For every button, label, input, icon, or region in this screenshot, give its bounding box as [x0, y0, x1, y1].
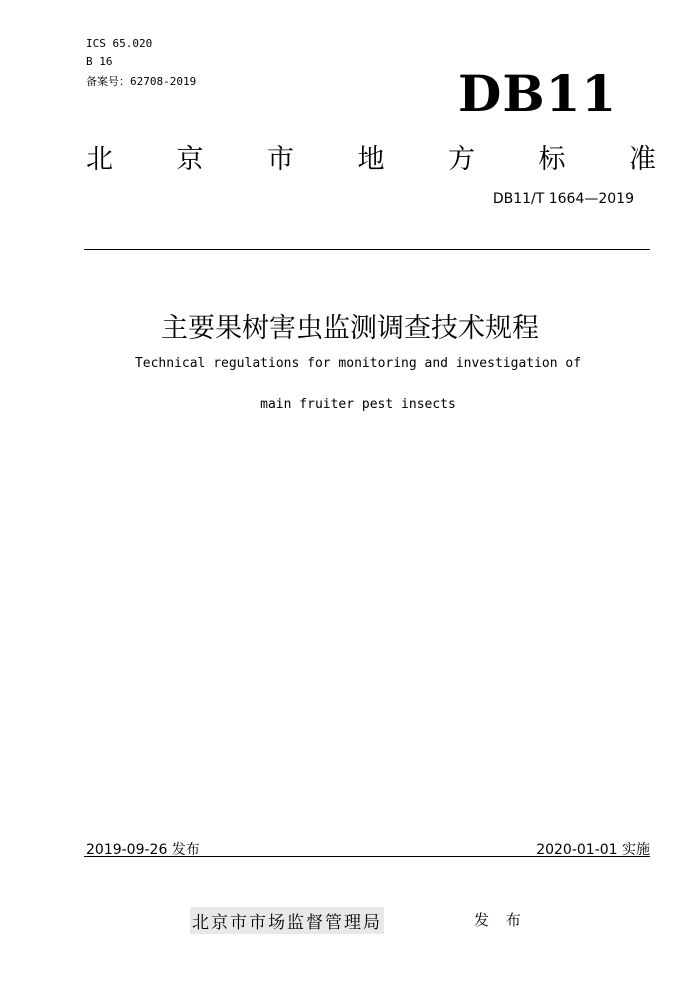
- standard-type-char: 方: [448, 144, 475, 175]
- standard-code: DB11/T 1664—2019: [492, 191, 634, 207]
- standard-type-char: 京: [176, 144, 204, 175]
- document-title-en-line1: Technical regulations for monitoring and investigation of: [134, 356, 582, 371]
- standard-type-char: 北: [86, 144, 113, 175]
- standard-type-char: 地: [357, 144, 385, 175]
- classification-code: B 16: [86, 55, 113, 68]
- publish-date: 2019-09-26 发布: [86, 842, 200, 858]
- effective-date: 2020-01-01 实施: [536, 842, 650, 858]
- bottom-divider: [84, 856, 650, 857]
- standard-type-title: [86, 137, 656, 176]
- standard-logo: DB11: [458, 64, 618, 123]
- standard-type-char: 准: [629, 144, 656, 175]
- standard-type-char: 标: [538, 144, 566, 175]
- document-title-en-line2: main fruiter pest insects: [260, 397, 456, 412]
- record-number: 备案号：62708-2019: [86, 75, 197, 88]
- issuing-authority: 北京市市场监督管理局: [190, 907, 384, 934]
- ics-code: ICS 65.020: [86, 37, 153, 50]
- top-divider: [84, 249, 650, 250]
- issue-label: 发 布: [474, 911, 527, 929]
- standard-type-char: 市: [267, 144, 294, 175]
- document-title-zh: 主要果树害虫监测调查技术规程: [161, 313, 539, 344]
